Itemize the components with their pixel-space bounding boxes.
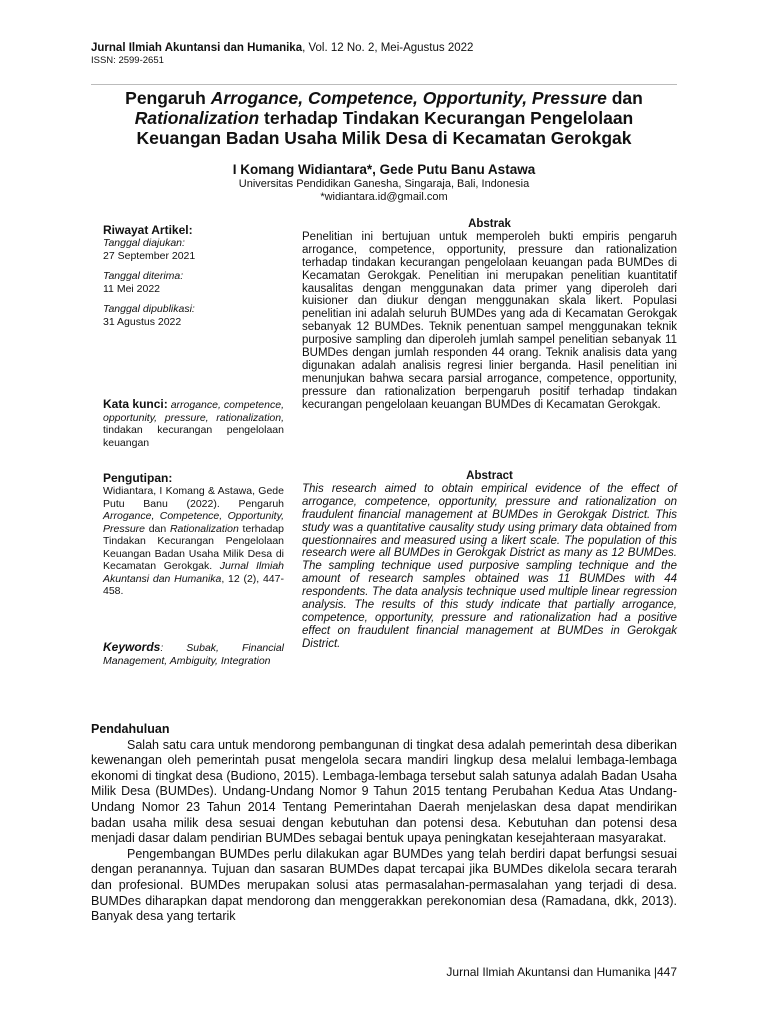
keywords-en-label: Keywords xyxy=(103,640,161,654)
citation-part: , 12 (2), 447-458. xyxy=(103,572,284,597)
citation-part: terhadap Tindakan Kecurangan Pengelolaan Keuangan Badan Usaha Milik Desa di Kecamatan Gerokgak. xyxy=(103,522,284,572)
abstrak-text: Penelitian ini bertujuan untuk memperoleh bukti empiris pengaruh arrogance, competence, opportunity, pressure dan rationalization terhadap tindakan kecurangan pengelolaan keuangan pada BUMDes di Kecamatan Gerokgak. Penelitian ini merupakan penelitian kuantitatif kausalitas dengan menggunakan data primer yang diperoleh dari kuisioner dan diukur dengan menggunakan skala likert. Populasi penelitian ini adalah seluruh BUMDes yang ada di Kecamatan Gerokgak sebanyak 12 BUMDes. Teknik penentuan sampel menggunakan teknik purposive sampling dan diperoleh jumlah sampel penelitian sebanyak 11 BUMDes dengan jumlah responden 44 orang. Teknik analisis data yang digunakan adalah analisis regresi linier berganda. Hasil penelitian ini menunjukan bahwa secara parsial arrogance, competence, opportunity, pressure dan rationalization berpengaruh positif terhadap tindakan kecurangan pengelolaan keuangan BUMDes di Kecamatan Gerokgak. xyxy=(302,230,677,411)
running-header xyxy=(91,41,473,67)
keywords-en-terms: Subak, Financial Management, Ambiguity, Integration xyxy=(103,642,284,667)
journal-name: Jurnal Ilmiah Akuntansi dan Humanika xyxy=(91,42,303,54)
keywords-id-terms-plain: tindakan kecurangan pengelolaan keuangan xyxy=(103,424,284,449)
affiliation-block xyxy=(95,178,673,204)
abstract-en xyxy=(302,470,677,651)
title-part: Rationalization xyxy=(134,108,260,128)
title-part: Arrogance, Competence, Opportunity, Pressure xyxy=(210,88,607,108)
history-heading: Riwayat Artikel: xyxy=(103,223,193,237)
submitted-date: 27 September 2021 xyxy=(103,249,196,262)
keywords-en-colon: : xyxy=(160,642,164,654)
author-email[interactable]: *widiantara.id@gmail.com xyxy=(320,191,448,203)
title-part: terhadap Tindakan Kecurangan Pengelolaan Keuangan Badan Usaha Milik Desa di Kecamatan Gerokgak xyxy=(136,108,634,148)
citation xyxy=(103,471,284,598)
title-part: Pengaruh xyxy=(125,88,211,108)
issn: ISSN: 2599-2651 xyxy=(91,55,164,66)
citation-part: Rationalization xyxy=(169,522,239,535)
authors: I Komang Widiantara*, Gede Putu Banu Astawa xyxy=(232,162,536,177)
page-footer: Jurnal Ilmiah Akuntansi dan Humanika |447 xyxy=(446,965,677,979)
paper-title xyxy=(95,88,673,148)
section-heading: Pendahuluan xyxy=(91,722,170,736)
affiliation: Universitas Pendidikan Ganesha, Singaraja, Bali, Indonesia xyxy=(238,178,530,190)
keywords-id-terms: arrogance, competence, opportunity, pressure, rationalization, xyxy=(103,399,284,424)
volume-info: , Vol. 12 No. 2, Mei-Agustus 2022 xyxy=(302,42,474,54)
abstrak-heading: Abstrak xyxy=(468,218,511,230)
paragraph: Salah satu cara untuk mendorong pembangunan di tingkat desa adalah pemerintah desa diberikan kewenangan oleh pemerintah pusat mengelola secara mandiri lingkup desa melalui lembaga-lembaga ekonomi di tingkat desa (Budiono, 2015). Lembaga-lembaga tersebut salah satunya adalah Badan Usaha Milik Desa (BUMDes). Undang-Undang Nomor 9 Tahun 2015 tentang Perubahan Kedua Atas Undang-Undang Nomor 23 Tahun 2014 Tentang Pemerintahan Daerah menjelaskan desa dapat mendirikan badan usaha milik desa sesuai dengan kebutuhan dan potensi desa. Kebutuhan dan potensi desa menjadi dasar dalam pendirian BUMDes sebagai bentuk upaya peningkatan kesejahteraan masyarakat. xyxy=(91,737,677,846)
citation-part: dan xyxy=(145,522,170,535)
accepted-label: Tanggal diterima: xyxy=(103,270,184,282)
citation-part: Widiantara, I Komang & Astawa, Gede Putu Banu (2022). Pengaruh xyxy=(103,485,284,510)
header-divider xyxy=(91,84,677,85)
article-history xyxy=(103,223,284,328)
citation-part: Jurnal Ilmiah Akuntansi dan Humanika xyxy=(103,560,284,585)
keywords-en xyxy=(103,641,284,667)
keywords-id xyxy=(103,397,284,449)
citation-text xyxy=(103,485,284,598)
keywords-id-label: Kata kunci: xyxy=(103,397,168,411)
paragraph: Pengembangan BUMDes perlu dilakukan agar BUMDes yang telah berdiri dapat berfungsi sesuai dengan peranannya. Tujuan dan sasaran BUMDes dapat tercapai jika BUMDes dikelola secara terarah dan profesional. BUMDes merupakan solusi atas permasalahan-permasalahan yang terjadi di desa. BUMDes diharapkan dapat mendorong dan menggerakkan perekonomian desa (Ramadana, dkk, 2013). Banyak desa yang tertarik xyxy=(91,846,677,924)
abstract-text: This research aimed to obtain empirical evidence of the effect of arrogance, competence, opportunity, pressure and rationalization on fraudulent financial management at BUMDes in Gerokgak District. This study was a quantitative causality study using primary data obtained from questionnaires and measured using a likert scale. The population of this research were all BUMDes in Gerokgak District as many as 12 BUMDes. The sampling technique used purposive sampling technique and the amount of research samples obtained was 11 BUMDes with 44 respondents. The data analysis technique used multiple linear regression analysis. The results of this study indicate that partially arrogance, competence, opportunity, pressure and rationalization had a positive effect on fraudulent financial management at BUMDes in Gerokgak District. xyxy=(302,482,677,650)
published-label: Tanggal dipublikasi: xyxy=(103,303,195,315)
submitted-label: Tanggal diajukan: xyxy=(103,237,185,249)
citation-part: Arrogance, Competence, Opportunity, Pressure xyxy=(103,510,284,535)
published-date: 31 Agustus 2022 xyxy=(103,315,182,328)
abstrak xyxy=(302,218,677,412)
body-text xyxy=(91,722,677,925)
accepted-date: 11 Mei 2022 xyxy=(103,282,161,295)
abstract-heading: Abstract xyxy=(466,470,513,482)
title-part: dan xyxy=(606,88,643,108)
citation-heading: Pengutipan: xyxy=(103,471,173,485)
